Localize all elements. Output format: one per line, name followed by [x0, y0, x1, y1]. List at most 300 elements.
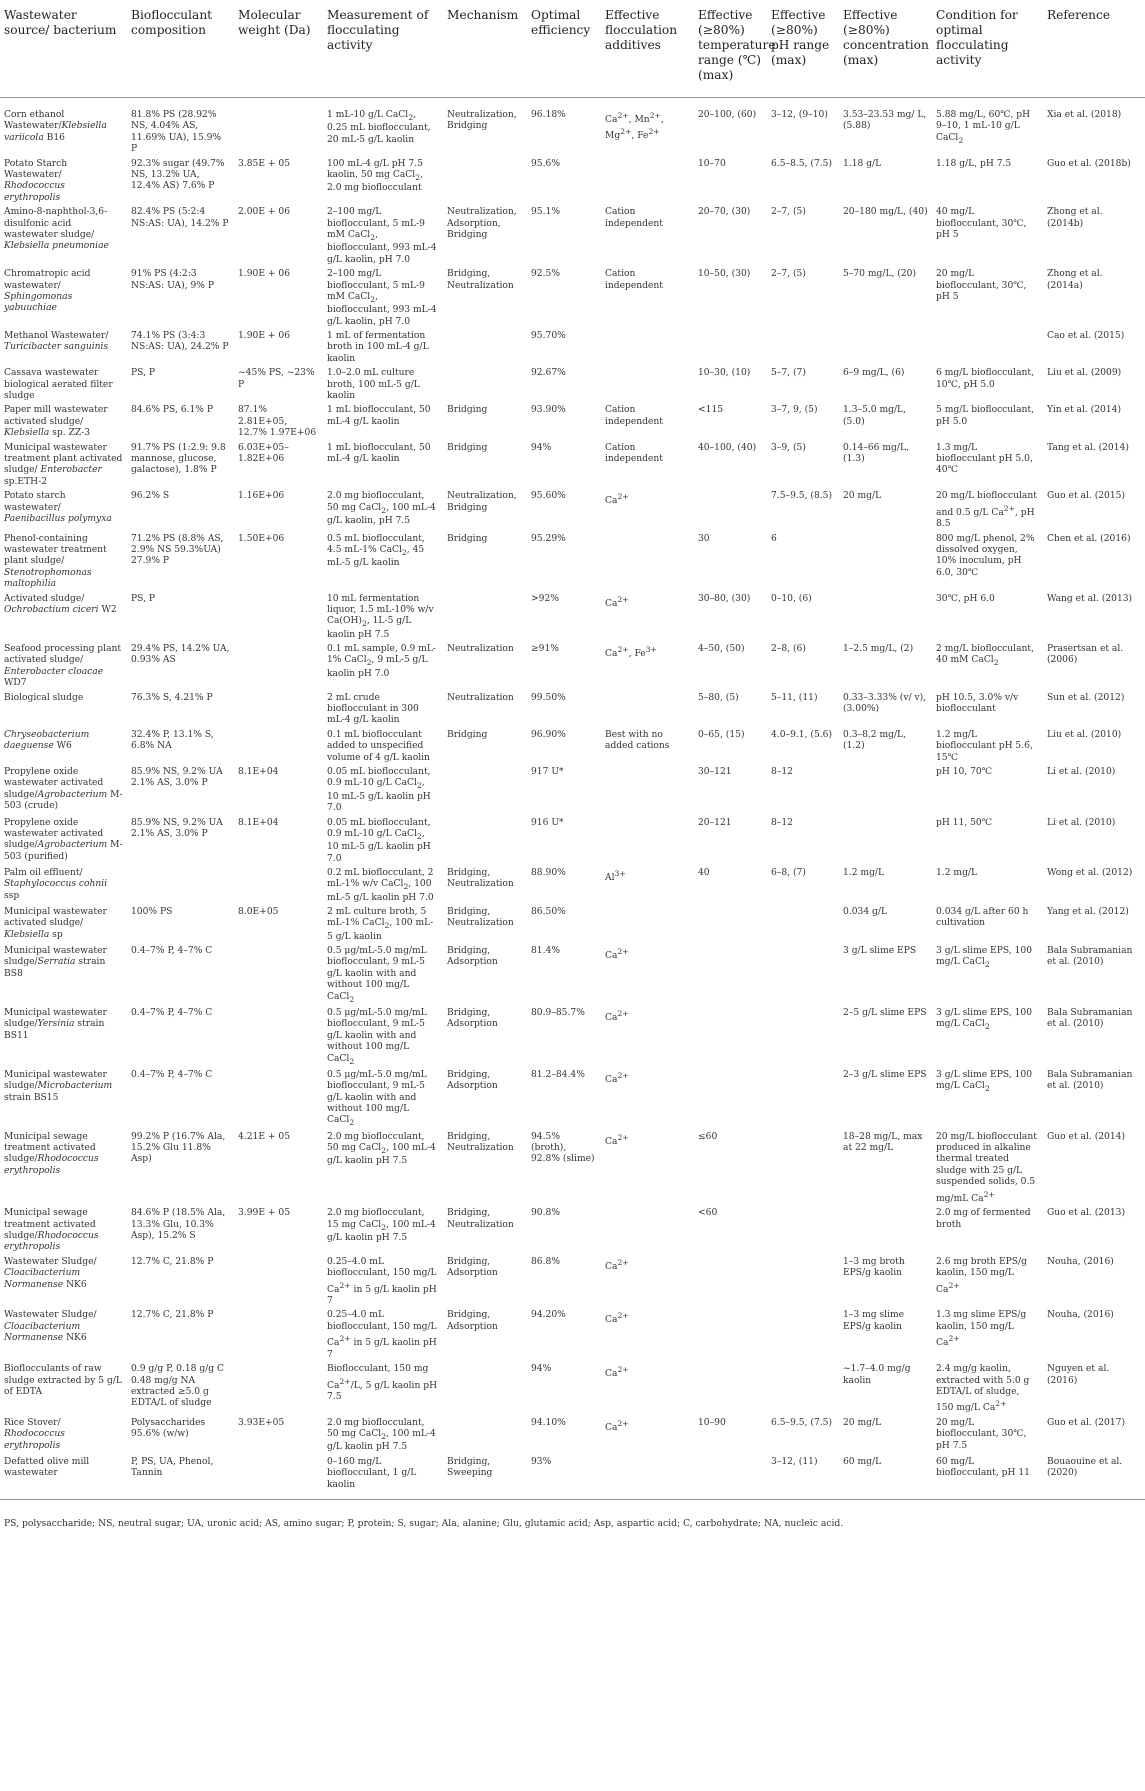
- cell-composition: PS, P: [131, 368, 156, 379]
- cell-mechanism: Bridging, Adsorption: [447, 1007, 498, 1030]
- cell-additives: [601, 1206, 694, 1255]
- cell-source: Cassava wastewater biological aerated filter sludge: [4, 368, 113, 401]
- cell-reference: Guo et al. (2017): [1047, 1417, 1126, 1428]
- cell-mechanism: Bridging: [447, 729, 488, 740]
- cell-additives: $Ca^{2+}$: [605, 1418, 629, 1433]
- cell-composition: 0.4–7% P, 4–7% C: [131, 1069, 213, 1080]
- cell-condition: 1.3 mg slime EPS/g kaolin, 150 mg/L $Ca^{2+}$: [936, 1310, 1027, 1349]
- cell-condition: pH 10.5, 3.0% v/v bioflocculant: [936, 692, 1019, 715]
- cell-source: Wastewater Sludge/ Cloacibacterium Normanense NK6: [4, 1256, 97, 1290]
- cell-concentration: 3.53–23.53 mg/ L, (5.88): [843, 110, 927, 132]
- cell-additives: [601, 532, 694, 592]
- cell-temperature: [694, 944, 767, 1006]
- cell-temperature: ≤60: [698, 1131, 718, 1142]
- table-body: [0, 98, 1145, 1500]
- cell-additives: $Ca^{2+}$: [605, 1311, 629, 1326]
- cell-temperature: 0–65, (15): [698, 729, 745, 740]
- cell-mechanism: Bridging, Neutralization: [447, 867, 514, 890]
- cell-optimal-efficiency: 96.18%: [531, 110, 566, 120]
- cell-reference: Zhong et al. (2014a): [1047, 269, 1103, 291]
- cell-molecular-weight: 8.1E+04: [238, 767, 279, 778]
- table-row: [0, 816, 1145, 866]
- cell-additives: [601, 765, 694, 815]
- cell-composition: 81.8% PS (28.92% NS, 4.04% AS, 11.69% UA), 15.9% P: [131, 110, 222, 155]
- cell-condition: 1.3 mg/L bioflocculant pH 5.0, 40℃: [936, 442, 1033, 476]
- cell-measurement: Bioflocculant, 150 mg $Ca^{2+}/L$, 5 g/L kaolin pH 7.5: [327, 1364, 438, 1402]
- cell-mechanism: [443, 329, 527, 366]
- cell-mechanism: [443, 816, 527, 866]
- col-header-source: Wastewater source/ bacterium: [0, 0, 127, 98]
- cell-reference: Li et al. (2010): [1047, 817, 1116, 828]
- cell-ph: [767, 1362, 839, 1416]
- table-row: [0, 728, 1145, 765]
- cell-source: Defatted olive mill wastewater: [0, 1455, 127, 1500]
- cell-optimal-efficiency: >92%: [531, 593, 559, 604]
- cell-molecular-weight: 8.0E+05: [238, 907, 279, 918]
- cell-optimal-efficiency: 917 U*: [531, 767, 564, 778]
- cell-concentration: 1.2 mg/L: [843, 867, 885, 878]
- cell-optimal-efficiency: 95.60%: [531, 491, 566, 502]
- cell-molecular-weight: 3.99E + 05: [238, 1208, 291, 1219]
- table-row: [0, 642, 1145, 691]
- col-header-ph: Effective (≥80%) pH range (max): [767, 0, 839, 98]
- cell-reference: Bala Subramanian et al. (2010): [1047, 946, 1133, 968]
- cell-condition: 6 mg/L bioflocculant, 10℃, pH 5.0: [936, 368, 1034, 390]
- cell-optimal-efficiency: 88.90%: [531, 867, 566, 878]
- cell-ph: 2–8, (6): [771, 644, 806, 654]
- cell-temperature: [694, 1255, 767, 1309]
- cell-composition: 91% PS (4:2:3 NS:AS: UA), 9% P: [131, 269, 215, 291]
- cell-condition: [932, 329, 1043, 366]
- cell-additives: [601, 1455, 694, 1500]
- cell-composition: 12.7% C, 21.8% P: [131, 1256, 214, 1267]
- cell-molecular-weight: 3.93E+05: [238, 1417, 285, 1428]
- cell-source: Biological sludge: [4, 692, 84, 703]
- cell-composition: 0.4–7% P, 4–7% C: [131, 1007, 213, 1018]
- cell-condition: 20 mg/L bioflocculant and 0.5 g/L $Ca^{2+}$, pH 8.5: [936, 491, 1037, 530]
- cell-ph: 6–8, (7): [771, 867, 806, 878]
- cell-ph: 2–7, (5): [771, 207, 806, 218]
- cell-condition: 5 mg/L bioflocculant, pH 5.0: [936, 405, 1034, 427]
- cell-condition: 0.034 g/L after 60 h cultivation: [936, 907, 1029, 929]
- cell-additives: [601, 329, 694, 366]
- cell-molecular-weight: [234, 728, 323, 765]
- cell-molecular-weight: 1.90E + 06: [238, 330, 291, 341]
- cell-molecular-weight: 1.16E+06: [238, 491, 285, 502]
- cell-ph: 6.5–8.5, (7.5): [771, 158, 833, 169]
- cell-ph: [767, 1006, 839, 1068]
- cell-measurement: 2.0 mg bioflocculant, 50 mg CaCl$_2$, 100 mL-4 g/L kaolin pH 7.5: [327, 1417, 436, 1453]
- cell-molecular-weight: [234, 944, 323, 1006]
- table-row: [0, 157, 1145, 206]
- cell-source: Palm oil effluent/ Staphylococcus cohnii ssp: [4, 867, 108, 901]
- cell-reference: Nguyen et al. (2016): [1047, 1364, 1110, 1386]
- cell-reference: Yang et al. (2012): [1047, 907, 1129, 918]
- cell-mechanism: [443, 592, 527, 642]
- cell-measurement: 1 mL bioflocculant, 50 mL-4 g/L kaolin: [327, 405, 431, 427]
- table-row: [0, 1068, 1145, 1130]
- table-row: [0, 944, 1145, 1006]
- cell-optimal-efficiency: 80.9–85.7%: [531, 1007, 585, 1018]
- cell-measurement: 10 mL fermentation liquor, 1.5 mL-10% w/v $Ca(OH)_2$, 1L-5 g/L kaolin pH 7.5: [327, 593, 434, 640]
- cell-optimal-efficiency: 99.50%: [531, 692, 566, 703]
- cell-temperature: 10–50, (30): [698, 269, 751, 280]
- cell-source: Municipal wastewater sludge/Yersinia strain BS11: [4, 1007, 107, 1041]
- cell-temperature: [694, 1362, 767, 1416]
- table-footnote: PS, polysaccharide; NS, neutral sugar; UA, uronic acid; AS, amino sugar; P, protein; S, sugar; Ala, alanine; Glu, glutamic acid; Asp, aspartic acid; C, carbohydrate; NA, nucleic acid.: [4, 1518, 844, 1530]
- cell-measurement: 2 mL culture broth, 5 mL-1% CaCl$_2$, 100 mL-5 g/L kaolin: [327, 907, 434, 942]
- cell-source: Municipal wastewater sludge/Serratia strain BS8: [4, 946, 107, 979]
- cell-reference: Yin et al. (2014): [1047, 405, 1122, 416]
- cell-additives: Cation independent: [605, 269, 663, 291]
- cell-measurement: 0.5 μg/mL-5.0 mg/mL bioflocculant, 9 mL-5 g/L kaolin with and without 100 mg/L CaCl$_2$: [327, 1007, 427, 1066]
- cell-source: Seafood processing plant activated sludge/ Enterobacter cloacae WD7: [4, 644, 122, 689]
- cell-source: Municipal sewage treatment activated sludge/Rhodococcus erythropolis: [4, 1131, 99, 1176]
- cell-concentration: [839, 1206, 932, 1255]
- table-header-row: [0, 0, 1145, 98]
- table-row: [0, 592, 1145, 642]
- cell-mechanism: Neutralization, Adsorption, Bridging: [447, 207, 517, 241]
- cell-source: Municipal wastewater activated sludge/ Klebsiella sp: [4, 907, 107, 940]
- cell-source: Methanol Wastewater/ Turicibacter sanguinis: [4, 330, 109, 353]
- cell-measurement: 2–100 mg/L bioflocculant, 5 mL-9 mM CaCl$_2$, bioflocculant, 993 mL-4 g/L kaolin, pH 7.0: [327, 207, 437, 265]
- cell-condition: 800 mg/L phenol, 2% dissolved oxygen, 10% inoculum, pH 6.0, 30℃: [936, 533, 1035, 578]
- cell-molecular-weight: [234, 1362, 323, 1416]
- cell-mechanism: Bridging: [447, 442, 488, 453]
- cell-molecular-weight: 2.00E + 06: [238, 207, 291, 218]
- table-row: [0, 403, 1145, 440]
- cell-reference: Bala Subramanian et al. (2010): [1047, 1069, 1133, 1092]
- cell-source: Bioflocculants of raw sludge extracted by 5 g/L of EDTA: [4, 1364, 122, 1397]
- cell-measurement: 0–160 mg/L bioflocculant, 1 g/L kaolin: [323, 1455, 443, 1500]
- col-header-concentration: Effective (≥80%) concentration (max): [839, 0, 932, 98]
- cell-mechanism: Bridging, Adsorption: [447, 946, 498, 968]
- cell-concentration: 3 g/L slime EPS: [843, 946, 917, 957]
- cell-optimal-efficiency: 86.8%: [531, 1256, 560, 1267]
- cell-temperature: [694, 1455, 767, 1500]
- table-row: [0, 1308, 1145, 1362]
- cell-ph: [767, 1130, 839, 1206]
- cell-reference: Nouha, (2016): [1047, 1256, 1114, 1267]
- cell-condition: 1.2 mg/L bioflocculant pH 5.6, 15℃: [936, 729, 1033, 763]
- cell-concentration: 1.18 g/L: [843, 158, 882, 169]
- cell-condition: 1.18 g/L, pH 7.5: [936, 158, 1012, 169]
- cell-ph: 8–12: [771, 817, 793, 828]
- cell-ph: 6: [771, 533, 777, 544]
- cell-condition: 30℃, pH 6.0: [936, 593, 995, 604]
- cell-condition: 20 mg/L bioflocculant, 30℃, pH 5: [936, 269, 1027, 302]
- cell-source: Corn ethanol Wastewater/Klebsiella variicola B16: [4, 110, 107, 143]
- cell-source: Paper mill wastewater activated sludge/ Klebsiella sp. ZZ-3: [4, 405, 108, 439]
- table-row: [0, 1455, 1145, 1500]
- cell-temperature: 10–90: [698, 1417, 726, 1428]
- cell-measurement: 0.2 mL bioflocculant, 2 mL-1% w/v CaCl$_2$, 100 mL-5 g/L kaolin pH 7.0: [327, 867, 434, 903]
- table-row: [0, 1416, 1145, 1455]
- cell-measurement: 2.0 mg bioflocculant, 50 mg CaCl$_2$, 100 mL-4 g/L kaolin, pH 7.5: [327, 491, 436, 526]
- cell-reference: Guo et al. (2014): [1047, 1131, 1126, 1142]
- cell-temperature: 30–121: [698, 767, 732, 778]
- cell-composition: 0.4–7% P, 4–7% C: [131, 946, 213, 957]
- cell-composition: [127, 866, 234, 905]
- table-row: [0, 366, 1145, 403]
- cell-additives: $Al^{3+}$: [605, 868, 626, 884]
- cell-composition: 85.9% NS, 9.2% UA 2.1% AS, 3.0% P: [131, 817, 223, 839]
- table-row: [0, 205, 1145, 267]
- cell-temperature: 30: [698, 533, 710, 544]
- cell-molecular-weight: [234, 1308, 323, 1362]
- cell-composition: 82.4% PS (5:2:4 NS:AS: UA), 14.2% P: [131, 207, 229, 229]
- table-row: [0, 765, 1145, 815]
- cell-temperature: 40–100, (40): [698, 442, 757, 453]
- cell-mechanism: Bridging, Sweeping: [443, 1455, 527, 1500]
- cell-concentration: 1–3 mg slime EPS/g kaolin: [843, 1310, 905, 1332]
- cell-concentration: 18–28 mg/L, max at 22 mg/L: [843, 1131, 923, 1154]
- table-row: [0, 1362, 1145, 1416]
- cell-ph: 5–7, (7): [771, 368, 806, 379]
- cell-mechanism: [443, 1416, 527, 1455]
- cell-optimal-efficiency: 96.90%: [531, 729, 566, 740]
- cell-concentration: 1–3 mg broth EPS/g kaolin: [843, 1256, 905, 1279]
- cell-concentration: [839, 765, 932, 815]
- cell-composition: PS, P: [131, 593, 156, 604]
- cell-measurement: 2–100 mg/L bioflocculant, 5 mL-9 mM CaCl$_2$, bioflocculant, 993 mL-4 g/L kaolin, pH 7.0: [327, 269, 437, 327]
- cell-concentration: ~1.7–4.0 mg/g kaolin: [843, 1364, 911, 1386]
- cell-measurement: 0.05 mL bioflocculant, 0.9 mL-10 g/L CaCl$_2$, 10 mL-5 g/L kaolin pH 7.0: [327, 767, 431, 814]
- cell-mechanism: Bridging, Neutralization: [447, 269, 514, 291]
- cell-source: Municipal sewage treatment activated sludge/Rhodococcus erythropolis: [4, 1208, 99, 1253]
- cell-reference: Guo et al. (2015): [1047, 491, 1126, 502]
- cell-condition: 3 g/L slime EPS, 100 mg/L CaCl$_2$: [936, 946, 1032, 970]
- cell-additives: $Ca^{2+}$: [605, 594, 629, 609]
- table-row: [0, 489, 1145, 531]
- col-header-measurement: Measurement of flocculating activity: [323, 0, 443, 98]
- cell-additives: [601, 366, 694, 403]
- cell-source: Wastewater Sludge/ Cloacibacterium Normanense NK6: [4, 1310, 97, 1344]
- cell-concentration: [839, 816, 932, 866]
- cell-concentration: 20 mg/L: [843, 1417, 882, 1428]
- col-header-mechanism: Mechanism: [443, 0, 527, 98]
- cell-additives: $Ca^{2+}$: [605, 492, 629, 507]
- cell-molecular-weight: [234, 642, 323, 691]
- cell-optimal-efficiency: 81.2–84.4%: [531, 1069, 585, 1080]
- cell-reference: Liu et al. (2009): [1047, 368, 1122, 379]
- cell-mechanism: Bridging, Neutralization: [447, 1208, 514, 1230]
- cell-additives: [601, 905, 694, 944]
- cell-composition: 85.9% NS, 9.2% UA 2.1% AS, 3.0% P: [131, 767, 223, 789]
- cell-source: Municipal wastewater treatment plant activated sludge/ Enterobacter sp.ETH-2: [4, 442, 123, 487]
- cell-mechanism: Bridging, Neutralization: [447, 1131, 514, 1154]
- cell-concentration: 1–2.5 mg/L, (2): [843, 644, 914, 654]
- cell-ph: 6.5–9.5, (7.5): [771, 1417, 833, 1428]
- cell-mechanism: Bridging: [447, 405, 488, 416]
- cell-condition: 2 mg/L bioflocculant, 40 mM CaCl$_2$: [936, 644, 1034, 668]
- cell-additives: Best with no added cations: [605, 729, 670, 752]
- table-row: [0, 267, 1145, 329]
- cell-temperature: [694, 1068, 767, 1130]
- cell-source: Chryseobacterium daeguense W6: [4, 729, 90, 752]
- cell-temperature: [694, 1308, 767, 1362]
- cell-ph: 8–12: [771, 767, 793, 778]
- cell-ph: [767, 1068, 839, 1130]
- cell-reference: Guo et al. (2013): [1047, 1208, 1126, 1219]
- cell-reference: Prasertsan et al. (2006): [1047, 644, 1124, 666]
- table-row: [0, 532, 1145, 592]
- cell-reference: Xia et al. (2018): [1047, 110, 1122, 120]
- cell-composition: Polysaccharides 95.6% (w/w): [131, 1417, 206, 1440]
- cell-mechanism: [443, 157, 527, 206]
- cell-concentration: [839, 592, 932, 642]
- cell-ph: [767, 329, 839, 366]
- cell-measurement: 0.1 mL sample, 0.9 mL-1% CaCl$_2$, 9 mL-5 g/L kaolin pH 7.0: [327, 644, 436, 679]
- table-row: [0, 866, 1145, 905]
- cell-temperature: [694, 329, 767, 366]
- cell-additives: Cation independent: [605, 207, 663, 229]
- cell-mechanism: Bridging, Neutralization: [447, 907, 514, 929]
- table-row: [0, 1130, 1145, 1206]
- cell-additives: $Ca^{2+}$: [605, 1008, 629, 1023]
- cell-molecular-weight: 1.50E+06: [238, 533, 285, 544]
- cell-measurement: 0.5 μg/mL-5.0 mg/mL bioflocculant, 9 mL-5 g/L kaolin with and without 100 mg/L CaCl$_2$: [327, 946, 427, 1004]
- cell-ph: 7.5–9.5, (8.5): [771, 491, 833, 502]
- cell-ph: 3–9, (5): [771, 442, 806, 453]
- cell-source: Municipal wastewater sludge/Microbacterium strain BS15: [4, 1069, 113, 1103]
- cell-concentration: 0.14–66 mg/L, (1.3): [843, 442, 909, 465]
- cell-additives: Cation independent: [605, 442, 663, 465]
- cell-reference: Bouaouine et al. (2020): [1043, 1455, 1145, 1500]
- cell-source: Potato starch wastewater/ Paenibacillus polymyxa: [4, 491, 112, 525]
- cell-concentration: 0.034 g/L: [843, 907, 887, 918]
- cell-optimal-efficiency: 95.1%: [531, 207, 560, 218]
- cell-optimal-efficiency: 94%: [531, 442, 552, 453]
- cell-temperature: 10–70: [698, 158, 726, 169]
- cell-composition: 91.7% PS (1:2.9: 9.8 mannose, glucose, galactose), 1.8% P: [131, 442, 226, 476]
- cell-mechanism: Bridging, Adsorption: [447, 1256, 498, 1279]
- cell-concentration: [839, 329, 932, 366]
- cell-mechanism: Bridging: [447, 533, 488, 544]
- table-row: [0, 1255, 1145, 1309]
- cell-concentration: 2–5 g/L slime EPS: [843, 1007, 927, 1018]
- cell-measurement: 0.5 μg/mL-5.0 mg/mL bioflocculant, 9 mL-5 g/L kaolin with and without 100 mg/L CaCl$_2$: [327, 1069, 427, 1128]
- cell-composition: 84.6% P (18.5% Ala, 13.3% Glu, 10.3% Asp), 15.2% S: [131, 1208, 226, 1241]
- table-row: [0, 329, 1145, 366]
- cell-optimal-efficiency: 90.8%: [531, 1208, 560, 1219]
- cell-mechanism: [443, 366, 527, 403]
- cell-composition: 100% PS: [131, 907, 173, 918]
- col-header-molecular-weight: Molecular weight (Da): [234, 0, 323, 98]
- cell-measurement: 2.0 mg bioflocculant, 50 mg CaCl$_2$, 100 mL-4 g/L kaolin pH 7.5: [327, 1131, 436, 1167]
- cell-measurement: 100 mL-4 g/L pH 7.5 kaolin, 50 mg CaCl$_2$, 2.0 mg bioflocculant: [327, 158, 423, 194]
- cell-mechanism: Bridging, Adsorption: [447, 1069, 498, 1092]
- cell-composition: 0.9 g/g P, 0.18 g/g C 0.48 mg/g NA extracted ≥5.0 g EDTA/L of sludge: [131, 1364, 225, 1409]
- table-row: [0, 441, 1145, 490]
- cell-condition: 2.6 mg broth EPS/g kaolin, 150 mg/L $Ca^{2+}$: [936, 1256, 1027, 1295]
- cell-additives: $Ca^{2+}$: [605, 1070, 629, 1085]
- cell-reference: Zhong et al. (2014b): [1047, 207, 1103, 229]
- cell-reference: Sun et al. (2012): [1047, 692, 1125, 703]
- cell-mechanism: Neutralization, Bridging: [447, 110, 517, 132]
- cell-temperature: 20–121: [698, 817, 732, 828]
- cell-optimal-efficiency: 81.4%: [531, 946, 560, 957]
- cell-source: Potato Starch Wastewater/ Rhodococcus erythropolis: [4, 158, 68, 203]
- cell-molecular-weight: 8.1E+04: [238, 817, 279, 828]
- cell-temperature: 40: [698, 867, 710, 878]
- cell-source: Chromatropic acid wastewater/ Sphingomonas yabuuchiae: [4, 269, 91, 314]
- cell-additives: $Ca^{2+}$: [605, 947, 629, 962]
- cell-optimal-efficiency: ≥91%: [531, 644, 559, 654]
- cell-temperature: 10–30, (10): [698, 368, 751, 379]
- cell-measurement: 0.25–4.0 mL bioflocculant, 150 mg/L $Ca^{2+}$ in 5 g/L kaolin pH 7: [327, 1310, 437, 1360]
- cell-concentration: 20 mg/L: [843, 491, 882, 502]
- cell-optimal-efficiency: 94%: [531, 1364, 552, 1375]
- cell-reference: Wang et al. (2013): [1047, 593, 1133, 604]
- cell-molecular-weight: 6.03E+05–1.82E+06: [238, 442, 289, 465]
- cell-measurement: 0.1 mL bioflocculant added to unspecified volume of 4 g/L kaolin: [327, 729, 430, 763]
- cell-additives: $Ca^{2+}$: [605, 1132, 629, 1147]
- cell-mechanism: Neutralization, Bridging: [447, 491, 517, 513]
- cell-reference: Tang et al. (2014): [1047, 442, 1129, 453]
- cell-additives: [601, 816, 694, 866]
- cell-ph: 3–12, (9–10): [771, 110, 828, 120]
- cell-concentration: 6–9 mg/L, (6): [843, 368, 905, 379]
- cell-optimal-efficiency: 94.20%: [531, 1310, 566, 1321]
- cell-concentration: 0.3–8.2 mg/L, (1.2): [843, 729, 907, 752]
- cell-mechanism: Neutralization: [447, 692, 514, 703]
- cell-ph: 5–11, (11): [771, 692, 818, 703]
- cell-measurement: 1 mL-10 g/L CaCl$_2$, 0.25 mL bioflocculant, 20 mL-5 g/L kaolin: [327, 110, 431, 145]
- cell-molecular-weight: [234, 1455, 323, 1500]
- cell-ph: [767, 1206, 839, 1255]
- cell-source: Phenol-containing wastewater treatment plant sludge/ Stenotrophomonas maltophilia: [4, 533, 107, 590]
- cell-optimal-efficiency: 94.10%: [531, 1417, 566, 1428]
- cell-optimal-efficiency: 86.50%: [531, 907, 566, 918]
- cell-measurement: 0.05 mL bioflocculant, 0.9 mL-10 g/L CaCl$_2$, 10 mL-5 g/L kaolin pH 7.0: [327, 817, 431, 864]
- cell-composition: 12.7% C, 21.8% P: [131, 1310, 214, 1321]
- col-header-composition: Bioflocculant composition: [127, 0, 234, 98]
- cell-additives: [601, 157, 694, 206]
- cell-reference: Guo et al. (2018b): [1047, 158, 1131, 169]
- cell-measurement: 1.0–2.0 mL culture broth, 100 mL-5 g/L kaolin: [327, 368, 420, 401]
- cell-condition: 20 mg/L bioflocculant, 30℃, pH 7.5: [936, 1417, 1027, 1451]
- cell-molecular-weight: 3.85E + 05: [238, 158, 291, 169]
- cell-composition: 92.3% sugar (49.7% NS, 13.2% UA, 12.4% AS) 7.6% P: [131, 158, 225, 192]
- cell-optimal-efficiency: 916 U*: [531, 817, 564, 828]
- cell-concentration: 60 mg/L: [839, 1455, 932, 1500]
- cell-reference: Wong et al. (2012): [1047, 867, 1133, 878]
- cell-condition: 2.0 mg of fermented broth: [936, 1208, 1031, 1230]
- cell-concentration: 5–70 mg/L, (20): [843, 269, 917, 280]
- cell-condition: 3 g/L slime EPS, 100 mg/L CaCl$_2$: [936, 1007, 1032, 1032]
- cell-mechanism: [443, 1362, 527, 1416]
- cell-composition: 96.2% S: [131, 491, 170, 502]
- cell-concentration: 0.33–3.33% (v/ v), (3.00%): [843, 692, 927, 715]
- cell-mechanism: Neutralization: [447, 644, 514, 654]
- cell-condition: 5.88 mg/L, 60℃, pH 9–10, 1 mL-10 g/L CaCl$_2$: [936, 110, 1031, 145]
- cell-temperature: 20–70, (30): [698, 207, 751, 218]
- table-row: [0, 1006, 1145, 1068]
- cell-additives: $Ca^{2+}$, $Mn^{2+}$, $Mg^{2+}$, $Fe^{2+}$: [605, 111, 664, 142]
- cell-concentration: 1.3–5.0 mg/L, (5.0): [843, 405, 907, 427]
- cell-condition: 1.2 mg/L: [936, 867, 978, 878]
- cell-temperature: [694, 905, 767, 944]
- cell-additives: Cation independent: [605, 405, 663, 427]
- cell-optimal-efficiency: 92.5%: [531, 269, 560, 280]
- cell-optimal-efficiency: 95.70%: [531, 330, 566, 341]
- cell-molecular-weight: [234, 592, 323, 642]
- col-header-condition: Condition for optimal flocculating activity: [932, 0, 1043, 98]
- cell-composition: 84.6% PS, 6.1% P: [131, 405, 213, 416]
- cell-ph: 4.0–9.1, (5.6): [771, 729, 833, 740]
- cell-reference: Nouha, (2016): [1047, 1310, 1114, 1321]
